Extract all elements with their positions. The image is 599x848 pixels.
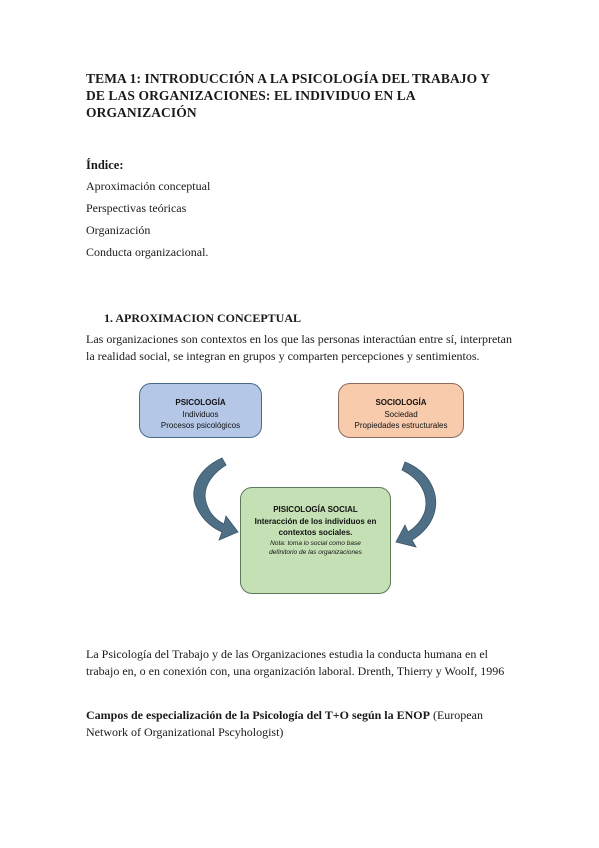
- psicologia-line-2: Procesos psicológicos: [160, 421, 241, 430]
- social-note-2: definitorio de las organizaciones: [269, 548, 362, 556]
- right-curved-arrow: [396, 462, 436, 547]
- section-heading: 1. APROXIMACION CONCEPTUAL: [104, 311, 302, 325]
- index-item: Organización: [86, 223, 151, 237]
- definition-line-2: trabajo en, o en conexión con, una organización laboral. Drenth, Thierry y Woolf, 1996: [86, 664, 505, 678]
- campos-bold-text: Campos de especialización de la Psicología del T+O según la ENOP: [86, 708, 430, 722]
- campos-line-1: [86, 707, 516, 724]
- title-line-2: DE LAS ORGANIZACIONES: EL INDIVIDUO EN LA: [86, 88, 416, 103]
- sociologia-line-2: Propiedades estructurales: [354, 421, 448, 430]
- social-line-2: contextos sociales.: [278, 528, 353, 537]
- definition-paragraph: [86, 646, 516, 680]
- definition-line-1: La Psicología del Trabajo y de las Organizaciones estudia la conducta humana en el: [86, 647, 488, 661]
- index-item: Aproximación conceptual: [86, 179, 211, 193]
- social-note-1: Nota: toma lo social como base: [270, 539, 361, 547]
- campos-rest-text: (European: [429, 708, 483, 722]
- psicologia-title: PSICOLOGÍA: [175, 398, 226, 407]
- campos-line-2: Network of Organizational Pscyhologist): [86, 725, 284, 739]
- title-line-3: ORGANIZACIÓN: [86, 105, 197, 120]
- social-title: PISICOLOGÍA SOCIAL: [273, 505, 358, 514]
- index-item: Perspectivas teóricas: [86, 201, 187, 215]
- social-line-1: Interacción de los individuos en: [254, 516, 377, 526]
- left-curved-arrow: [194, 458, 238, 540]
- campos-paragraph: [86, 707, 516, 741]
- index-item: Conducta organizacional.: [86, 245, 209, 259]
- intro-line-1: Las organizaciones son contextos en los que las personas interactúan entre sí, interpretan: [86, 332, 512, 346]
- title-line-1: TEMA 1: INTRODUCCIÓN A LA PSICOLOGÍA DEL TRABAJO Y: [86, 71, 491, 86]
- psicologia-line-1: Individuos: [182, 409, 219, 419]
- sociologia-title: SOCIOLOGÍA: [375, 398, 427, 407]
- sociologia-line-1: Sociedad: [384, 409, 418, 419]
- intro-line-2: la realidad social, se integran en grupos y comparten percepciones y sentimientos.: [86, 349, 480, 363]
- index-heading: Índice:: [86, 158, 124, 172]
